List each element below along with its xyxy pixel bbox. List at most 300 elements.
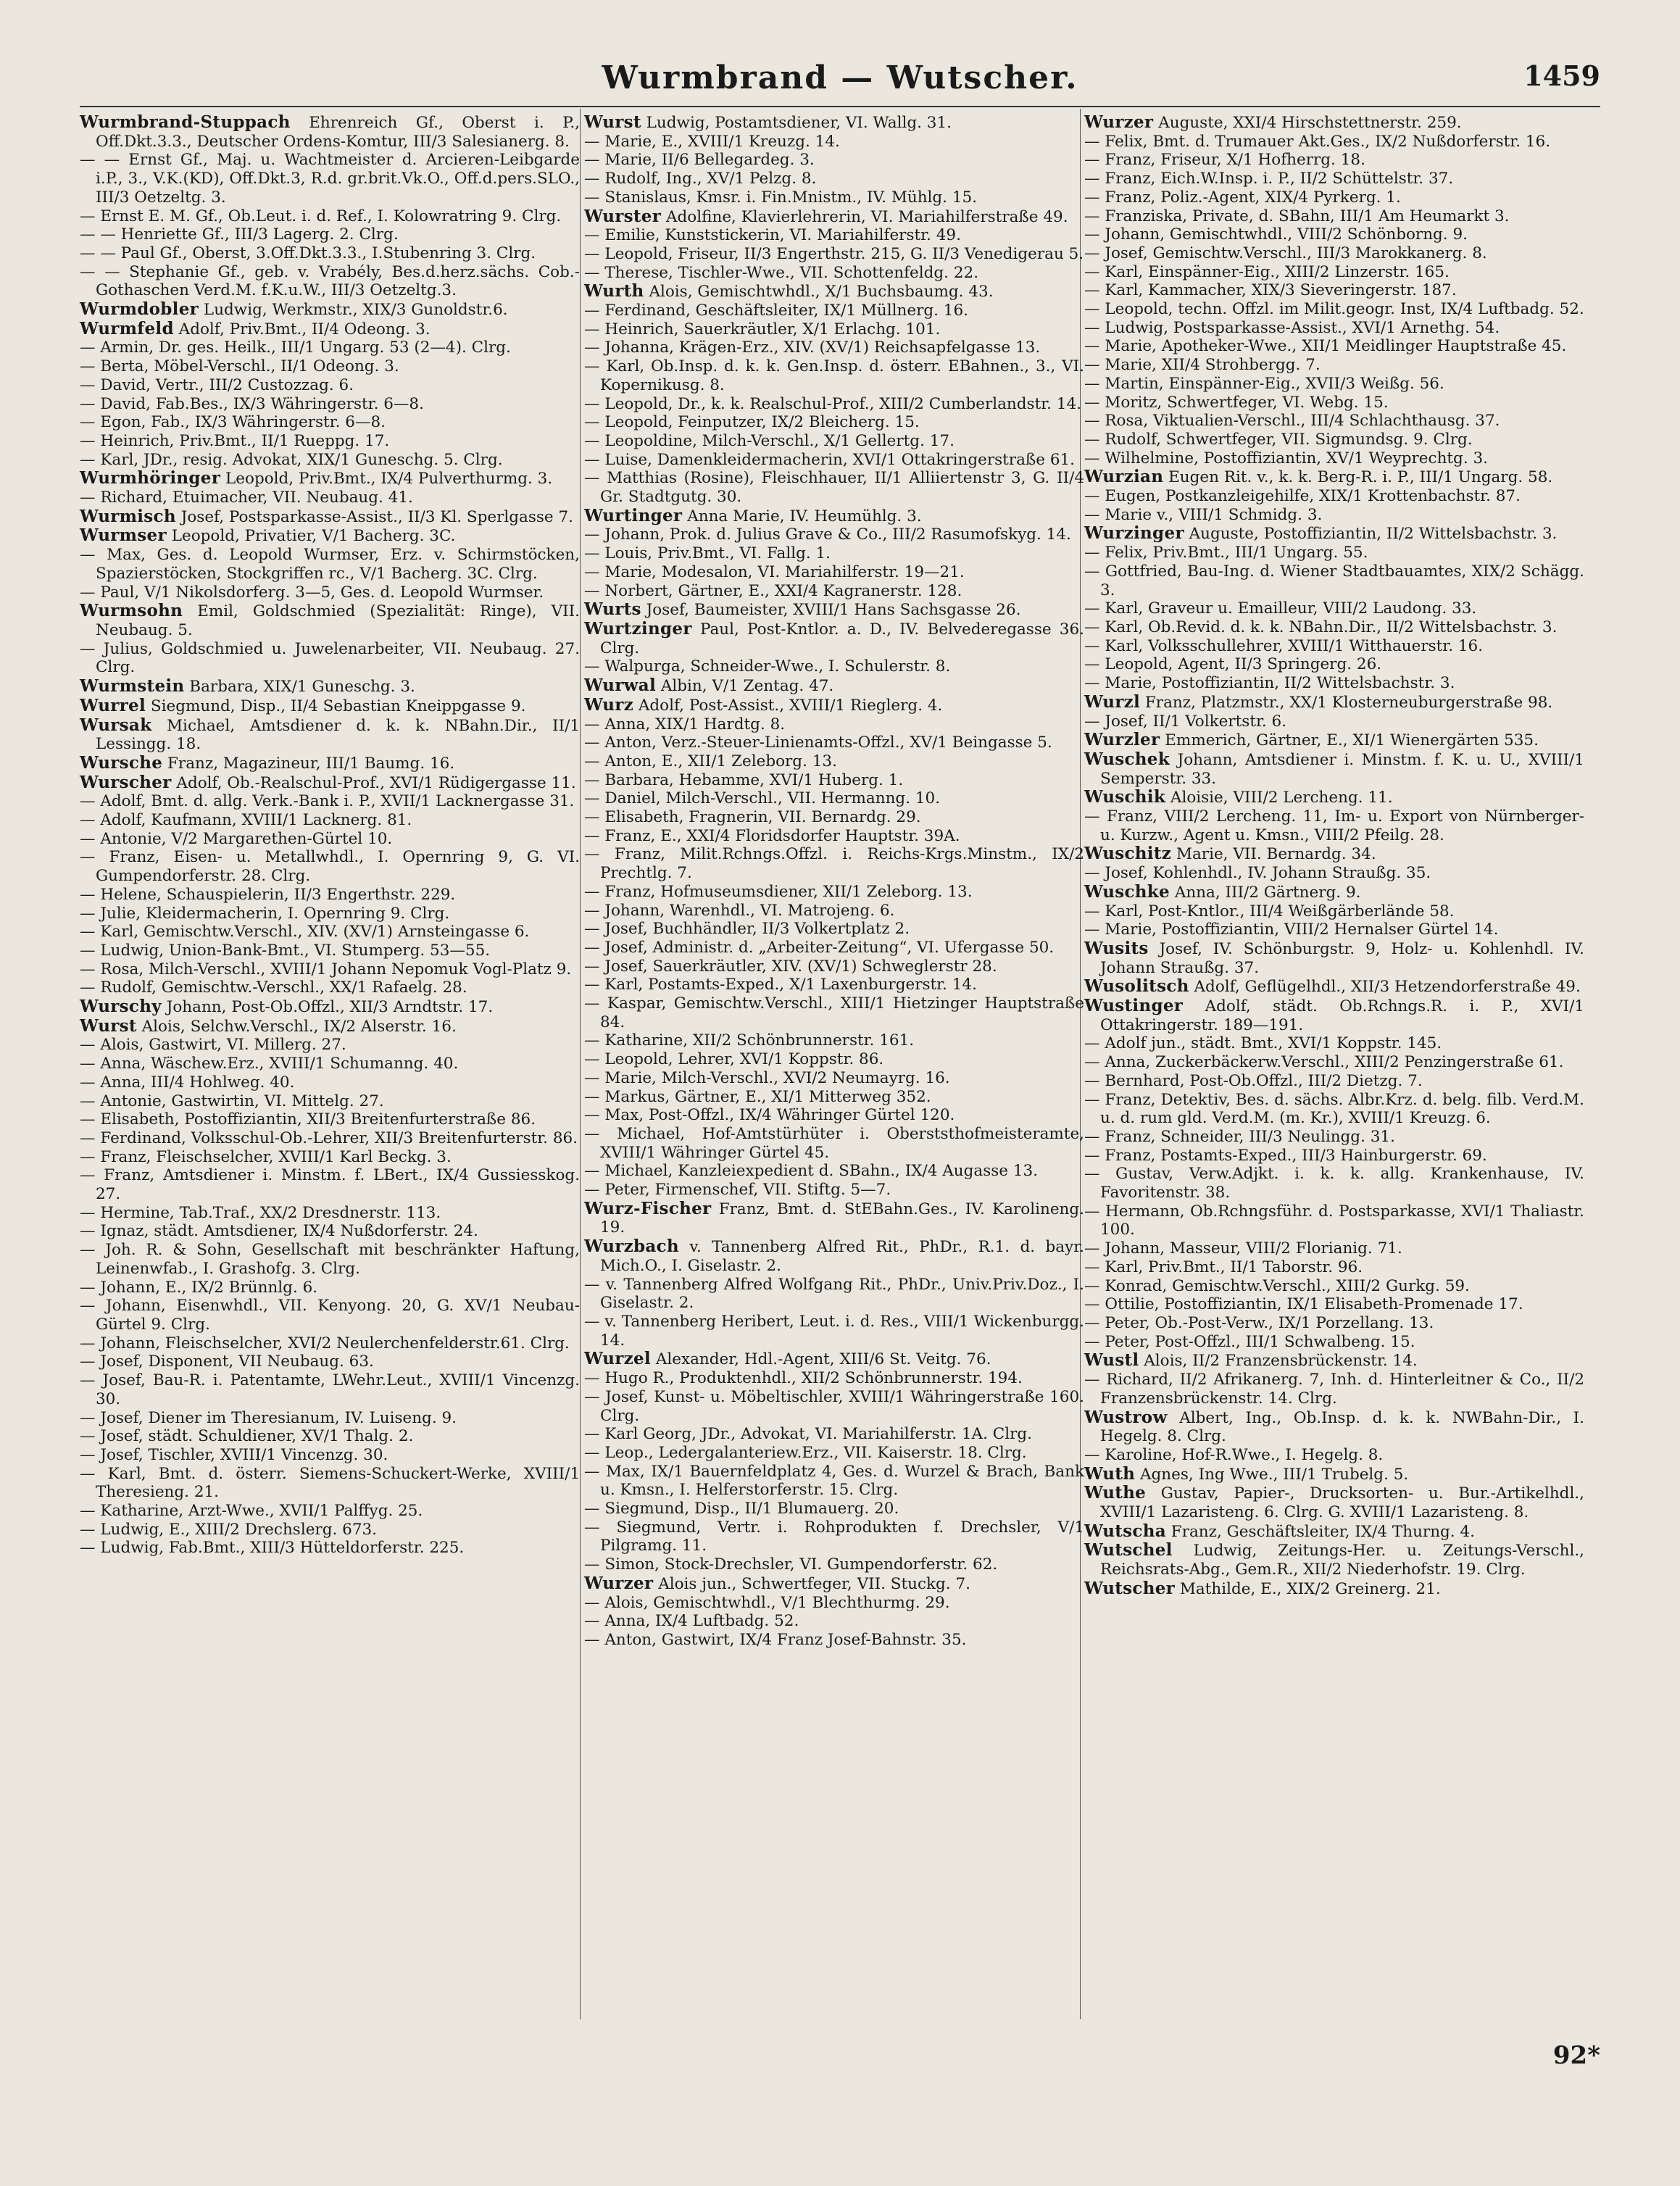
entry-details: — Karl, Priv.Bmt., II/1 Taborstr. 96. — [1084, 1258, 1363, 1276]
entry-details: — Siegmund, Disp., II/1 Blumauerg. 20. — [584, 1500, 899, 1518]
directory-entry — [1084, 1314, 1584, 1333]
entry-details: — Anna, Wäschew.Erz., XVIII/1 Schumanng. 40. — [80, 1055, 459, 1073]
directory-entry — [1084, 113, 1584, 133]
entry-details: — Max, Ges. d. Leopold Wurmser, Erz. v. Schirmstöcken, Spazierstöcken, Stockgriffen rc., V/1 Bacherg. 3C. Clrg. — [80, 546, 580, 583]
entry-details: — Louis, Priv.Bmt., VI. Fallg. 1. — [584, 544, 831, 563]
entry-details: — Marie, Postoffiziantin, II/2 Wittelsbachstr. 3. — [1084, 674, 1455, 693]
directory-entry — [1084, 1408, 1584, 1446]
directory-entry — [80, 1465, 580, 1502]
entry-details: — Matthias (Rosine), Fleischhauer, II/1 Alliiertenstr 3, G. II/4 Gr. Stadtgutg. 30. — [584, 469, 1084, 507]
directory-entry — [80, 1148, 580, 1167]
directory-entry — [1084, 1258, 1584, 1277]
entry-details: Auguste, XXI/4 Hirschstettnerstr. 259. — [1158, 114, 1462, 132]
directory-entry — [1084, 1333, 1584, 1352]
directory-entry — [1084, 431, 1584, 449]
entry-details: Ludwig, Postamtsdiener, VI. Wallg. 31. — [646, 114, 952, 132]
entry-details: — Karl, JDr., resig. Advokat, XIX/1 Guneschg. 5. Clrg. — [80, 450, 503, 469]
directory-entry — [584, 1463, 1084, 1500]
directory-entry — [1084, 1371, 1584, 1408]
entry-details: — Hugo R., Produktenhdl., XII/2 Schönbrunnerstr. 194. — [584, 1369, 1023, 1388]
entry-details: — Heinrich, Sauerkräutler, X/1 Erlachg. 101. — [584, 320, 941, 338]
directory-entry — [584, 939, 1084, 957]
directory-entry — [80, 1427, 580, 1446]
entry-surname: Wurts — [584, 599, 641, 620]
entry-details: — Adolf, Bmt. d. allg. Verk.-Bank i. P., XVII/1 Lacknergasse 31. — [80, 792, 575, 811]
directory-entry — [1084, 506, 1584, 525]
entry-details: Barbara, XIX/1 Guneschg. 3. — [189, 678, 415, 697]
directory-entry — [584, 302, 1084, 320]
entry-details: Alois, Gemischtwhdl., X/1 Buchsbaumg. 43. — [649, 283, 994, 302]
directory-entry — [80, 1409, 580, 1428]
directory-entry — [1084, 1351, 1584, 1371]
directory-entry — [584, 1276, 1084, 1313]
entry-details: — Ottilie, Postoffiziantin, IX/1 Elisabeth-Promenade 17. — [1084, 1295, 1523, 1314]
entry-details: — Rosa, Milch-Verschl., XVIII/1 Johann Nepomuk Vogl-Platz 9. — [80, 960, 572, 978]
directory-entry — [80, 830, 580, 849]
entry-details: — Martin, Einspänner-Eig., XVII/3 Weißg. 56. — [1084, 374, 1444, 393]
entry-details: Paul, Post-Kntlor. a. D., IV. Belvederegasse 36. Clrg. — [600, 620, 1084, 657]
directory-entry — [80, 792, 580, 811]
entry-details: — Wilhelmine, Postoffiziantin, XV/1 Weyprechtg. 3. — [1084, 449, 1489, 467]
entry-details: — Ernst E. M. Gf., Ob.Leut. i. d. Ref., I. Kolowratring 9. Clrg. — [80, 207, 562, 225]
entry-surname: Wurschy — [80, 997, 162, 1017]
directory-entry — [584, 1125, 1084, 1162]
directory-entry — [584, 226, 1084, 245]
directory-entry — [1084, 731, 1584, 750]
directory-entry — [80, 1166, 580, 1203]
directory-entry — [80, 300, 580, 320]
entry-surname: Wurth — [584, 281, 644, 302]
directory-entry — [584, 733, 1084, 752]
entry-details: — v. Tannenberg Alfred Wolfgang Rit., PhDr., Univ.Priv.Doz., I. Giselastr. 2. — [584, 1275, 1084, 1313]
entry-details: Franz, Bmt. d. StEBahn.Ges., IV. Karolineng. 19. — [600, 1200, 1084, 1237]
signature-mark: 92* — [1552, 2041, 1600, 2070]
directory-entry — [80, 244, 580, 263]
directory-entry — [584, 976, 1084, 994]
header-rule — [80, 106, 1600, 107]
entry-details: — Johanna, Krägen-Erz., XIV. (XV/1) Reichsapfelgasse 13. — [584, 338, 1041, 357]
directory-entry — [80, 960, 580, 979]
entry-surname: Wurzer — [1084, 112, 1154, 132]
entry-details: — Emilie, Kunststickerin, VI. Mariahilferstr. 49. — [584, 226, 961, 245]
entry-details: — Josef, städt. Schuldiener, XV/1 Thalg. 2. — [80, 1427, 414, 1446]
directory-entry — [584, 113, 1084, 133]
directory-entry — [80, 546, 580, 583]
entry-details: Aloisie, VIII/2 Lercheng. 11. — [1170, 789, 1393, 807]
directory-entry — [80, 507, 580, 527]
entry-details: Albert, Ing., Ob.Insp. d. k. k. NWBahn-Dir., I. Hegelg. 8. Clrg. — [1100, 1408, 1584, 1446]
directory-entry — [80, 1036, 580, 1055]
directory-entry — [584, 207, 1084, 227]
directory-entry — [584, 1313, 1084, 1350]
entry-details: — Johann, Fleischselcher, XVI/2 Neulerchenfelderstr.61. Clrg. — [80, 1334, 570, 1352]
entry-details: Gustav, Papier-, Drucksorten- u. Bur.-Artikelhdl., XVIII/1 Lazaristeng. 6. Clrg. G. XVIII/1 Lazaristeng. 8. — [1100, 1484, 1584, 1522]
entry-details: — Josef, Buchhändler, II/3 Volkertplatz 2. — [584, 920, 910, 939]
entry-surname: Wurscher — [80, 772, 172, 792]
entry-details: — Josef, Bau-R. i. Patentamte, LWehr.Leut., XVIII/1 Vincenzg. 30. — [80, 1371, 580, 1408]
directory-entry — [584, 264, 1084, 283]
entry-surname: Wustinger — [1084, 996, 1184, 1016]
entry-details: — Elisabeth, Postoffiziantin, XII/3 Breitenfurterstraße 86. — [80, 1110, 536, 1129]
entry-details: Michael, Amtsdiener d. k. k. NBahn.Dir., II/1 Lessingg. 18. — [96, 716, 580, 754]
directory-entry — [80, 1110, 580, 1129]
entry-details: — Leopold, Lehrer, XVI/1 Koppstr. 86. — [584, 1050, 884, 1069]
directory-entry — [584, 188, 1084, 207]
directory-entry — [584, 525, 1084, 544]
entry-details: — Richard, II/2 Afrikanerg. 7, Inh. d. Hinterleitner & Co., II/2 Franzensbrückenstr. 14. Clrg. — [1084, 1371, 1584, 1408]
directory-entry — [80, 942, 580, 960]
entry-details: — Alois, Gemischtwhdl., V/1 Blechthurmg. 29. — [584, 1593, 950, 1612]
directory-entry — [80, 1073, 580, 1092]
directory-entry — [80, 263, 580, 300]
directory-entry — [80, 1017, 580, 1036]
entry-details: — Anton, Gastwirt, IX/4 Franz Josef-Bahnstr. 35. — [584, 1630, 967, 1649]
entry-details: Adolf, städt. Ob.Rchngs.R. i. P., XVI/1 Ottakringerstr. 189—191. — [1100, 997, 1584, 1034]
entry-details: — Ludwig, E., XIII/2 Drechslerg. 673. — [80, 1520, 378, 1539]
entry-details: Josef, Postsparkasse-Assist., II/3 Kl. Sperlgasse 7. — [180, 507, 574, 526]
entry-details: — Josef, Kunst- u. Möbeltischler, XVIII/1 Währingerstraße 160. Clrg. — [584, 1387, 1084, 1425]
directory-entry — [80, 754, 580, 773]
directory-entry — [584, 1031, 1084, 1050]
entry-details: — Ferdinand, Volksschul-Ob.-Lehrer, XII/3 Breitenfurterstr. 86. — [80, 1129, 578, 1147]
directory-entry — [584, 752, 1084, 771]
entry-surname: Wurtzinger — [584, 618, 692, 639]
directory-entry — [584, 133, 1084, 151]
directory-entry — [584, 994, 1084, 1031]
entry-details: — Peter, Firmenschef, VII. Stiftg. 5—7. — [584, 1181, 891, 1200]
directory-entry — [1084, 524, 1584, 544]
entry-details: — Max, IX/1 Bauernfeldplatz 4, Ges. d. Wurzel & Brach, Bank u. Kmsn., I. Helferstorferstr. 15. Clrg. — [584, 1462, 1084, 1500]
entry-details: — Karl, Bmt. d. österr. Siemens-Schuckert-Werke, XVIII/1 Theresieng. 21. — [80, 1464, 580, 1502]
directory-entry — [80, 489, 580, 507]
directory-entry — [1084, 394, 1584, 412]
directory-entry — [80, 451, 580, 470]
directory-entry — [80, 469, 580, 489]
directory-entry — [1084, 1484, 1584, 1521]
directory-entry — [584, 1106, 1084, 1125]
directory-entry — [1084, 1202, 1584, 1239]
entry-surname: Wutscher — [1084, 1578, 1176, 1598]
directory-entry — [584, 1594, 1084, 1613]
entry-details: — Anna, III/4 Hohlweg. 40. — [80, 1073, 295, 1092]
entry-surname: Wurzinger — [1084, 523, 1184, 544]
directory-entry — [1084, 281, 1584, 300]
directory-entry — [1084, 188, 1584, 207]
directory-entry — [80, 583, 580, 602]
directory-entry — [584, 827, 1084, 846]
directory-entry — [1084, 599, 1584, 618]
entry-details: Johann, Post-Ob.Offzl., XII/3 Arndtstr. 17. — [166, 998, 494, 1017]
entry-details: — Anna, XIX/1 Hardtg. 8. — [584, 715, 786, 733]
entry-surname: Wurster — [584, 206, 662, 226]
directory-entry — [80, 432, 580, 451]
entry-details: — Michael, Kanzleiexpedient d. SBahn., IX/4 Augasse 13. — [584, 1162, 1039, 1181]
directory-entry — [1084, 674, 1584, 693]
directory-entry — [1084, 655, 1584, 674]
directory-entry — [584, 1612, 1084, 1631]
directory-entry — [80, 207, 580, 226]
entry-details: Josef, IV. Schönburgstr. 9, Holz- u. Kohlenhdl. IV. Johann Straußg. 37. — [1100, 939, 1584, 977]
directory-entry — [80, 697, 580, 716]
directory-entry — [584, 1350, 1084, 1369]
entry-details: Johann, Amtsdiener i. Minstm. f. K. u. U., XVIII/1 Semperstr. 33. — [1100, 750, 1584, 788]
entry-details: — Marie, E., XVIII/1 Kreuzg. 14. — [584, 132, 840, 151]
entry-details: — Leopold, techn. Offzl. im Milit.geogr. Inst, IX/4 Luftbadg. 52. — [1084, 300, 1584, 319]
directory-entry — [584, 1369, 1084, 1388]
directory-entry — [584, 395, 1084, 414]
entry-surname: Wurmbrand-Stuppach — [80, 112, 291, 132]
directory-entry — [584, 582, 1084, 601]
entry-details: — Karl, Ob.Revid. d. k. k. NBahn.Dir., II/2 Wittelsbachstr. 3. — [1084, 618, 1558, 636]
entry-surname: Wursche — [80, 752, 163, 773]
directory-entry — [80, 1521, 580, 1539]
entry-surname: Wurmsohn — [80, 601, 183, 621]
directory-entry — [1084, 151, 1584, 170]
entry-surname: Wuschik — [1084, 787, 1166, 807]
entry-details: — Gustav, Verw.Adjkt. i. k. k. allg. Krankenhause, IV. Favoritenstr. 38. — [1084, 1165, 1584, 1202]
entry-surname: Wusits — [1084, 938, 1149, 958]
entry-details: — Josef, Disponent, VII Neubaug. 63. — [80, 1352, 374, 1371]
directory-entry — [584, 600, 1084, 620]
entry-details: — Johann, E., IX/2 Brünnlg. 6. — [80, 1278, 318, 1297]
entry-details: Alois jun., Schwertfeger, VII. Stuckg. 7. — [658, 1574, 970, 1593]
entry-details: — Franz, Fleischselcher, XVIII/1 Karl Beckg. 3. — [80, 1147, 452, 1166]
entry-details: — Siegmund, Vertr. i. Rohprodukten f. Drechsler, V/1 Pilgramg. 11. — [584, 1518, 1084, 1555]
directory-entry — [584, 1425, 1084, 1444]
entry-details: — Barbara, Hebamme, XVI/1 Huberg. 1. — [584, 770, 904, 789]
directory-entry — [80, 773, 580, 793]
entry-details: — Johann, Gemischtwhdl., VIII/2 Schönborng. 9. — [1084, 225, 1468, 244]
entry-details: — David, Vertr., III/2 Custozzag. 6. — [80, 375, 354, 394]
entry-details: — Josef, Gemischtw.Verschl., III/3 Marokkanerg. 8. — [1084, 244, 1487, 262]
column-divider — [580, 109, 581, 2019]
directory-entry — [584, 245, 1084, 264]
entry-details: — Leop., Ledergalanteriew.Erz., VII. Kaiserstr. 18. Clrg. — [584, 1443, 1027, 1462]
entry-details: Ehrenreich Gf., Oberst i. P., Off.Dkt.3.3., Deutscher Ordens-Komtur, III/3 Salesianerg. 8. — [96, 114, 580, 151]
entry-details: — Michael, Hof-Amtstürhüter i. Oberststhofmeisteramte, XVIII/1 Währinger Gürtel 45. — [584, 1124, 1084, 1162]
directory-entry — [1084, 544, 1584, 562]
entry-details: — Leopold, Dr., k. k. Realschul-Prof., XIII/2 Cumberlandstr. 14. — [584, 394, 1081, 413]
entry-surname: Wuschek — [1084, 749, 1170, 769]
entry-surname: Wuth — [1084, 1463, 1136, 1484]
directory-entry — [584, 808, 1084, 827]
directory-entry — [1084, 977, 1584, 997]
directory-entry — [80, 811, 580, 830]
entry-details: — Karl, Kammacher, XIX/3 Sieveringerstr. 187. — [1084, 281, 1457, 300]
entry-details: — — Stephanie Gf., geb. v. Vrabély, Bes.d.herz.sächs. Cob.-Gothaschen Verd.M. f.K.u.W., III/3 Oetzeltg.3. — [80, 262, 580, 300]
directory-entry — [80, 640, 580, 677]
directory-entry — [1084, 844, 1584, 864]
entry-details: — Therese, Tischler-Wwe., VII. Schottenfeldg. 22. — [584, 263, 979, 282]
entry-details: — Leopold, Agent, II/3 Springerg. 26. — [1084, 655, 1382, 674]
directory-entry — [584, 1444, 1084, 1463]
directory-entry — [584, 1181, 1084, 1200]
directory-entry — [1084, 412, 1584, 431]
column-middle — [584, 113, 1084, 1650]
entry-details: — Julius, Goldschmied u. Juwelenarbeiter, VII. Neubaug. 27. Clrg. — [80, 639, 580, 677]
directory-entry — [80, 1279, 580, 1297]
directory-entry — [584, 845, 1084, 882]
entry-details: — Adolf jun., städt. Bmt., XVI/1 Koppstr. 145. — [1084, 1034, 1442, 1053]
directory-entry — [1084, 449, 1584, 468]
entry-details: v. Tannenberg Alfred Rit., PhDr., R.1. d. bayr. Mich.O., I. Giselastr. 2. — [600, 1238, 1084, 1275]
directory-entry — [1084, 1053, 1584, 1072]
entry-surname: Wutschel — [1084, 1540, 1173, 1560]
entry-surname: Wurzbach — [584, 1237, 679, 1257]
entry-surname: Wurmhöringer — [80, 468, 221, 489]
entry-details: Siegmund, Disp., II/4 Sebastian Kneippgasse 9. — [150, 697, 526, 715]
entry-surname: Wuthe — [1084, 1483, 1147, 1503]
entry-details: — Katharine, Arzt-Wwe., XVII/1 Palffyg. 25. — [80, 1502, 423, 1521]
entry-details: — Karl, Postamts-Exped., X/1 Laxenburgerstr. 14. — [584, 976, 977, 994]
entry-details: — Luise, Damenkleidermacherin, XVI/1 Ottakringerstraße 61. — [584, 450, 1076, 469]
directory-entry — [80, 113, 580, 151]
directory-entry — [1084, 170, 1584, 188]
entry-details: Adolfine, Klavierlehrerin, VI. Mariahilferstraße 49. — [666, 207, 1068, 226]
entry-details: — Karl Georg, JDr., Advokat, VI. Mariahilferstr. 1A. Clrg. — [584, 1425, 1032, 1444]
directory-entry — [1084, 1072, 1584, 1091]
entry-details: — Helene, Schauspielerin, II/3 Engerthstr. 229. — [80, 885, 456, 904]
entry-details: Franz, Magazineur, III/1 Baumg. 16. — [167, 754, 455, 773]
entry-details: — Julie, Kleidermacherin, I. Opernring 9. Clrg. — [80, 904, 450, 923]
entry-details: — Stanislaus, Kmsr. i. Fin.Mnistm., IV. Mühlg. 15. — [584, 188, 978, 207]
entry-details: Ludwig, Werkmstr., XIX/3 Gunoldstr.6. — [203, 301, 508, 320]
entry-details: — Marie, II/6 Bellegardeg. 3. — [584, 151, 815, 170]
entry-details: Alois, II/2 Franzensbrückenstr. 14. — [1144, 1352, 1418, 1371]
entry-details: — Kaspar, Gemischtw.Verschl., XIII/1 Hietzinger Hauptstraße 84. — [584, 994, 1084, 1031]
entry-details: — Franz, Eisen- u. Metallwhdl., I. Opernring 9, G. VI. Gumpendorferstr. 28. Clrg. — [80, 848, 580, 886]
entry-details: Anna Marie, IV. Heumühlg. 3. — [687, 507, 922, 525]
entry-details: — Walpurga, Schneider-Wwe., I. Schulerstr. 8. — [584, 657, 951, 676]
entry-surname: Wustl — [1084, 1350, 1139, 1371]
entry-details: — Moritz, Schwertfeger, VI. Webg. 15. — [1084, 393, 1389, 412]
entry-details: — Ludwig, Postsparkasse-Assist., XVI/1 Arnethg. 54. — [1084, 318, 1500, 337]
directory-entry — [1084, 902, 1584, 921]
directory-entry — [584, 507, 1084, 526]
directory-entry — [1084, 467, 1584, 487]
directory-entry — [80, 1222, 580, 1241]
directory-entry — [1084, 1295, 1584, 1314]
entry-details: — — Henriette Gf., III/3 Lagerg. 2. Clrg. — [80, 225, 399, 244]
entry-surname: Wurmisch — [80, 506, 176, 526]
entry-details: Eugen Rit. v., k. k. Berg-R. i. P., III/1 Ungarg. 58. — [1168, 468, 1553, 487]
entry-details: — Karl, Gemischtw.Verschl., XIV. (XV/1) Arnsteingasse 6. — [80, 923, 530, 942]
directory-entry — [80, 1129, 580, 1148]
directory-entry — [584, 282, 1084, 302]
directory-entry — [584, 432, 1084, 451]
entry-details: — Karl, Volksschullehrer, XVIII/1 Witthauerstr. 16. — [1084, 636, 1484, 655]
page-title: Wurmbrand — Wutscher. — [602, 59, 1078, 96]
entry-details: — Karoline, Hof-R.Wwe., I. Hegelg. 8. — [1084, 1445, 1384, 1464]
directory-entry — [80, 716, 580, 754]
entry-details: — Joh. R. & Sohn, Gesellschaft mit beschränkter Haftung, Leinenwfab., I. Grashofg. 3. Clrg. — [80, 1241, 580, 1278]
entry-details: — Egon, Fab., IX/3 Währingerstr. 6—8. — [80, 413, 386, 432]
entry-details: — Elisabeth, Fragnerin, VII. Bernardg. 29. — [584, 808, 921, 827]
directory-entry — [584, 1500, 1084, 1518]
entry-details: Franz, Geschäftsleiter, IX/4 Thurng. 4. — [1170, 1522, 1475, 1541]
entry-details: — Hermine, Tab.Traf., XX/2 Dresdnerstr. 113. — [80, 1203, 441, 1222]
directory-entry — [80, 526, 580, 546]
directory-entry — [584, 1088, 1084, 1107]
directory-entry — [584, 620, 1084, 657]
entry-details: — Marie, XII/4 Strohbergg. 7. — [1084, 356, 1321, 375]
entry-details: Alois, Selchw.Verschl., IX/2 Alserstr. 16. — [141, 1017, 457, 1036]
directory-entry — [584, 902, 1084, 920]
directory-entry — [80, 1092, 580, 1111]
entry-details: — Max, Post-Offzl., IX/4 Währinger Gürtel 120. — [584, 1106, 955, 1125]
entry-details: — Markus, Gärtner, E., XI/1 Mitterweg 352. — [584, 1087, 931, 1106]
entry-details: — Felix, Priv.Bmt., III/1 Ungarg. 55. — [1084, 544, 1368, 562]
entry-details: — Marie v., VIII/1 Schmidg. 3. — [1084, 505, 1323, 524]
directory-entry — [584, 676, 1084, 696]
directory-entry — [584, 657, 1084, 676]
entry-details: Adolf, Geflügelhdl., XII/3 Hetzendorferstraße 49. — [1194, 978, 1581, 997]
directory-entry — [1084, 750, 1584, 788]
directory-entry — [1084, 375, 1584, 394]
entry-surname: Wurrel — [80, 695, 146, 715]
directory-entry — [584, 883, 1084, 902]
entry-details: Leopold, Priv.Bmt., IX/4 Pulverthurmg. 3. — [225, 470, 553, 489]
directory-entry — [80, 357, 580, 376]
entry-details: — Johann, Prok. d. Julius Grave & Co., III/2 Rasumofskyg. 14. — [584, 525, 1071, 544]
entry-details: — Peter, Ob.-Post-Verw., IX/1 Porzellang. 13. — [1084, 1314, 1434, 1332]
directory-entry — [584, 1200, 1084, 1237]
directory-entry — [1084, 1147, 1584, 1165]
directory-entry — [80, 376, 580, 395]
entry-details: — Norbert, Gärtner, E., XXI/4 Kagranerstr. 128. — [584, 581, 962, 600]
directory-entry — [1084, 1239, 1584, 1258]
directory-entry — [1084, 939, 1584, 977]
entry-surname: Wurmser — [80, 525, 167, 546]
directory-entry — [1084, 712, 1584, 731]
directory-entry — [1084, 1091, 1584, 1128]
directory-entry — [80, 1241, 580, 1278]
entry-details: — Rudolf, Schwertfeger, VII. Sigmundsg. 9. Clrg. — [1084, 430, 1473, 449]
entry-surname: Wurzer — [584, 1573, 654, 1593]
directory-entry — [584, 357, 1084, 394]
directory-entry — [1084, 1446, 1584, 1465]
entry-surname: Wurst — [80, 1015, 137, 1036]
directory-entry — [1084, 920, 1584, 939]
directory-entry — [80, 848, 580, 885]
entry-details: — Leopold, Feinputzer, IX/2 Bleicherg. 15. — [584, 413, 920, 432]
entry-surname: Wustrow — [1084, 1407, 1168, 1427]
entry-details: — Josef, Administr. d. „Arbeiter-Zeitung“, VI. Ufergasse 50. — [584, 938, 1055, 957]
entry-details: — Marie, Milch-Verschl., XVI/2 Neumayrg. 16. — [584, 1068, 950, 1087]
directory-entry — [584, 1237, 1084, 1275]
directory-entry — [584, 1069, 1084, 1088]
entry-surname: Wursak — [80, 715, 152, 735]
directory-entry — [584, 920, 1084, 939]
entry-surname: Wurzler — [1084, 730, 1160, 750]
entry-details: — Ludwig, Union-Bank-Bmt., VI. Stumperg. 53—55. — [80, 941, 491, 960]
entry-details: — Ferdinand, Geschäftsleiter, IX/1 Müllnerg. 16. — [584, 302, 968, 320]
directory-entry — [1084, 788, 1584, 807]
entry-details: — Katharine, XII/2 Schönbrunnerstr. 161. — [584, 1031, 915, 1050]
directory-entry — [1084, 487, 1584, 506]
directory-entry — [1084, 637, 1584, 656]
entry-details: — Rosa, Viktualien-Verschl., III/4 Schlachthausg. 37. — [1084, 412, 1500, 431]
entry-details: — Konrad, Gemischtw.Verschl., XIII/2 Gurkg. 59. — [1084, 1276, 1470, 1295]
entry-surname: Wuschke — [1084, 881, 1170, 902]
entry-surname: Wurmdobler — [80, 299, 199, 320]
entry-details: — Josef, Diener im Theresianum, IV. Luiseng. 9. — [80, 1408, 457, 1427]
entry-details: — Gottfried, Bau-Ing. d. Wiener Stadtbauamtes, XIX/2 Schägg. 3. — [1084, 562, 1584, 599]
directory-entry — [1084, 1034, 1584, 1053]
entry-surname: Wutscha — [1084, 1521, 1166, 1541]
entry-details: — Franz, Detektiv, Bes. d. sächs. Albr.Krz. d. belg. filb. Verd.M. u. d. rum gld. Verd.M. (m. Kr.), XVIII/1 Kreuzg. 6. — [1084, 1090, 1584, 1128]
entry-surname: Wusolitsch — [1084, 976, 1189, 997]
